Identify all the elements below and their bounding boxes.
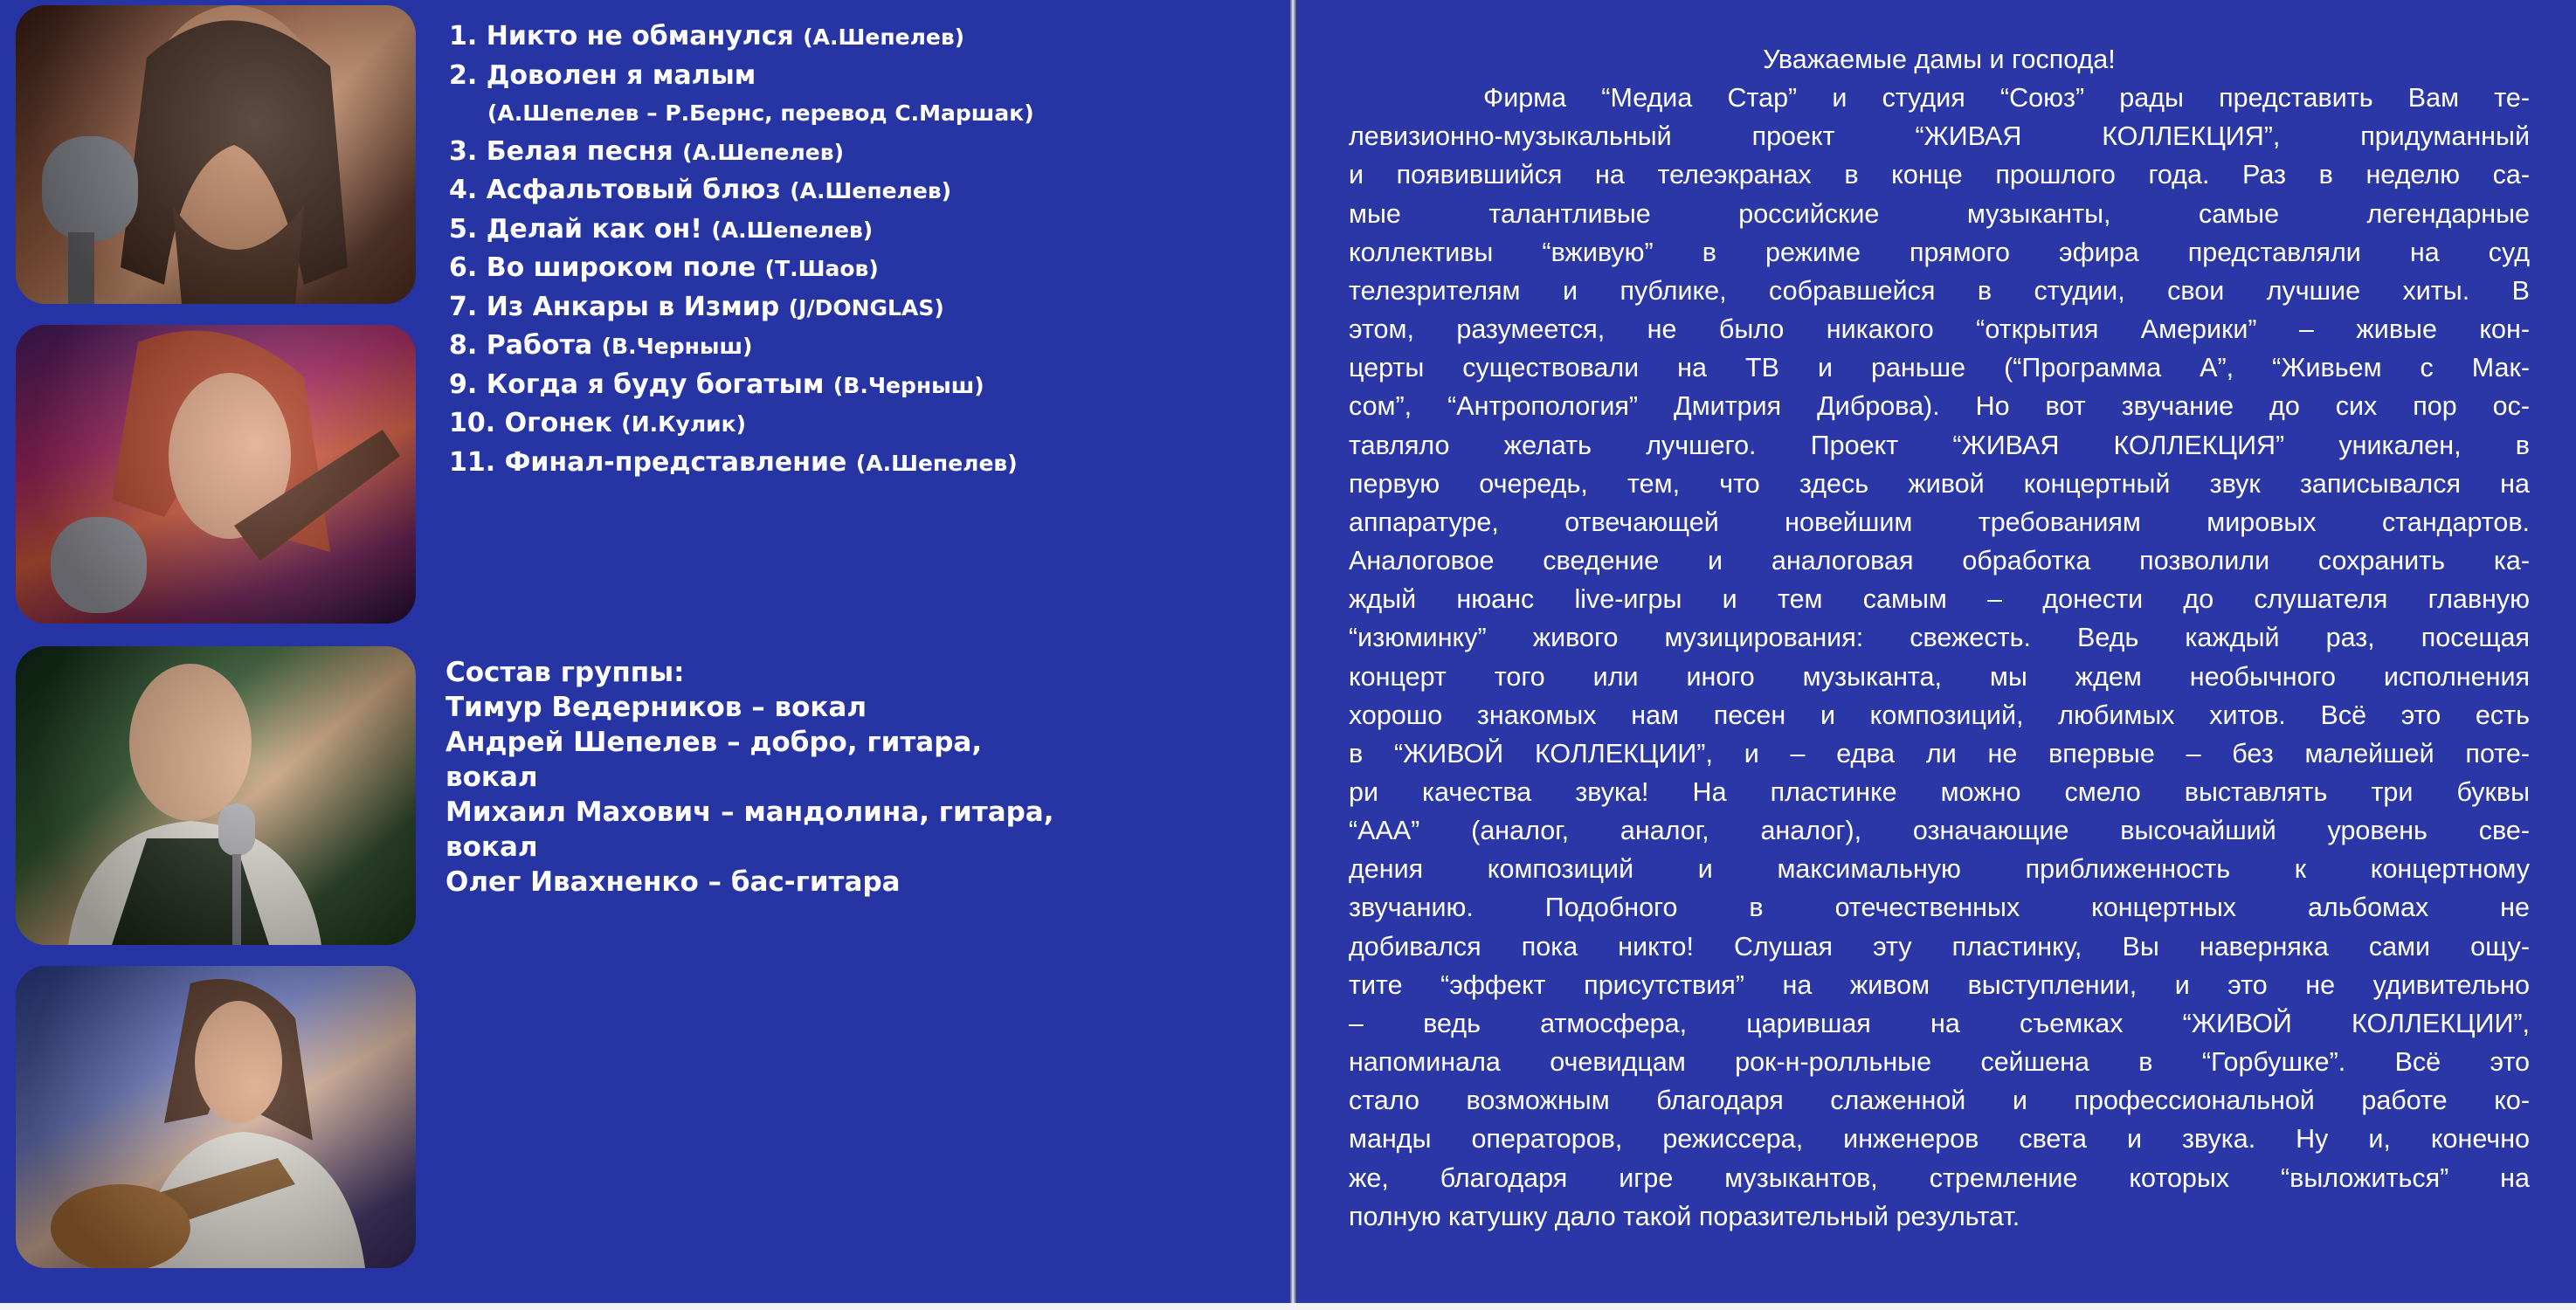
band-lineup (445, 655, 1214, 900)
letter-line: дения композиций и максимальную приближенность к концертному (1349, 854, 2530, 885)
track-item: 1. Никто не обманулся (А.Шепелев) (449, 21, 965, 52)
letter-line: полную катушку дало такой поразительный результат. (1349, 1201, 2020, 1231)
letter-line: левизионно-музыкальный проект “ЖИВАЯ КОЛЛЕКЦИЯ”, придуманный (1349, 121, 2530, 152)
letter-line: же, благодаря игре музыкантов, стремление которых “выложиться” на (1349, 1162, 2530, 1193)
letter-line: ри качества звука! На пластинке можно смело выставлять три буквы (1349, 776, 2530, 807)
track-item: 2. Доволен я малым (449, 59, 756, 91)
letter-line: телезрителям и публике, собравшейся в студии, свои лучшие хиты. В (1349, 275, 2530, 306)
letter-line: тавляло желать лучшего. Проект “ЖИВАЯ КОЛЛЕКЦИЯ” уникален, в (1349, 430, 2530, 460)
photo-guitarist-playing (16, 966, 416, 1268)
letter-line: концерт того или иного музыканта, мы ждем необычного исполнения (1349, 661, 2530, 692)
photo-vocalist-microphone (16, 646, 416, 945)
lineup-heading: Состав группы: (445, 657, 685, 688)
letter-line: коллективы “вживую” в режиме прямого эфира представляли на суд (1349, 237, 2530, 267)
letter-line: сом”, “Антропология” Дмитрия Диброва). Но вот звучание до сих пор ос- (1349, 391, 2530, 422)
lineup-line: вокал (445, 762, 538, 793)
track-item: 8. Работа (В.Черныш) (449, 330, 753, 361)
track-item: 6. Во широком поле (Т.Шаов) (449, 252, 879, 283)
track-item: 10. Огонек (И.Кулик) (449, 408, 747, 438)
page-edge (0, 1303, 2576, 1310)
letter-salutation: Уважаемые дамы и господа! (1763, 45, 2116, 74)
letter-line: напоминала очевидцам рок-н-ролльные сейшена в “Горбушке”. Всё это (1349, 1047, 2530, 1078)
lineup-line: Тимур Ведерников – вокал (445, 692, 867, 723)
letter-line: “изюминку” живого музицирования: свежесть. Ведь каждый раз, посещая (1349, 623, 2530, 653)
booklet-fold (1289, 0, 1297, 1310)
letter-line: Фирма “Медиа Стар” и студия “Союз” рады представить Вам те- (1483, 83, 2530, 114)
track-item: 9. Когда я буду богатым (В.Черныш) (449, 369, 984, 400)
track-item: 5. Делай как он! (А.Шепелев) (449, 213, 874, 245)
track-item: 11. Финал-представление (А.Шепелев) (449, 446, 1018, 478)
letter-line: тите “эффект присутствия” на живом выступлении, и это не удивительно (1349, 969, 2530, 1000)
letter-line: аппаратуре, отвечающей новейшим требованиям мировых стандартов. (1349, 507, 2530, 537)
letter-line: и появившийся на телеэкранах в конце прошлого года. Раз в неделю са- (1349, 160, 2530, 190)
letter-line: этом, разумеется, не было никакого “открытия Америки” – живые кон- (1349, 314, 2530, 345)
track-item: 7. Из Анкары в Измир (J/DONGLAS) (449, 291, 944, 322)
lineup-line: вокал (445, 831, 538, 863)
lineup-line: Андрей Шепелев – добро, гитара, (445, 727, 983, 758)
letter-line: “ААА” (аналог, аналог, аналог), означающие высочайший уровень све- (1349, 816, 2530, 846)
track-item: 4. Асфальтовый блюз (А.Шепелев) (449, 175, 952, 205)
photo-singer-microphone (16, 5, 416, 304)
letter-line: церты существовали на ТВ и раньше (“Программа А”, “Живьем с Мак- (1349, 353, 2530, 383)
letter-line: манды операторов, режиссера, инженеров света и звука. Ну и, конечно (1349, 1124, 2530, 1155)
letter-line: первую очередь, тем, что здесь живой концертный звук записывался на (1349, 468, 2530, 499)
left-page (0, 0, 1289, 1303)
right-page (1297, 0, 2576, 1303)
photo-guitarist-microphone (16, 325, 416, 624)
letter-line: ждый нюанс live-игры и тем самым – донести до слушателя главную (1349, 584, 2530, 615)
letter-line: добивался пока никто! Слушая эту пластинку, Вы наверняка сами ощу- (1349, 931, 2530, 962)
track-list (449, 17, 1235, 482)
lineup-line: Михаил Махович – мандолина, гитара, (445, 796, 1054, 828)
letter-line: в “ЖИВОЙ КОЛЛЕКЦИИ”, и – едва ли не впервые – без малейшей поте- (1349, 738, 2530, 769)
letter-line: мые талантливые российские музыканты, самые легендарные (1349, 198, 2530, 229)
letter-line: хорошо знакомых нам песен и композиций, любимых хитов. Всё это есть (1349, 700, 2530, 730)
letter-line: звучанию. Подобного в отечественных концертных альбомах не (1349, 893, 2530, 923)
letter-line: Аналоговое сведение и аналоговая обработка позволили сохранить ка- (1349, 546, 2530, 576)
lineup-line: Олег Ивахненко – бас-гитара (445, 866, 901, 898)
letter-line: – ведь атмосфера, царившая на съемках “ЖИВОЙ КОЛЛЕКЦИИ”, (1349, 1008, 2530, 1038)
letter-line: стало возможным благодаря слаженной и профессиональной работе ко- (1349, 1086, 2530, 1116)
letter-body (1349, 79, 2530, 1236)
letter-text (1349, 40, 2530, 1236)
track-item: 3. Белая песня (А.Шепелев) (449, 135, 845, 167)
track-2-authors: (А.Шепелев – Р.Бернс, перевод С.Маршак) (487, 100, 1034, 126)
